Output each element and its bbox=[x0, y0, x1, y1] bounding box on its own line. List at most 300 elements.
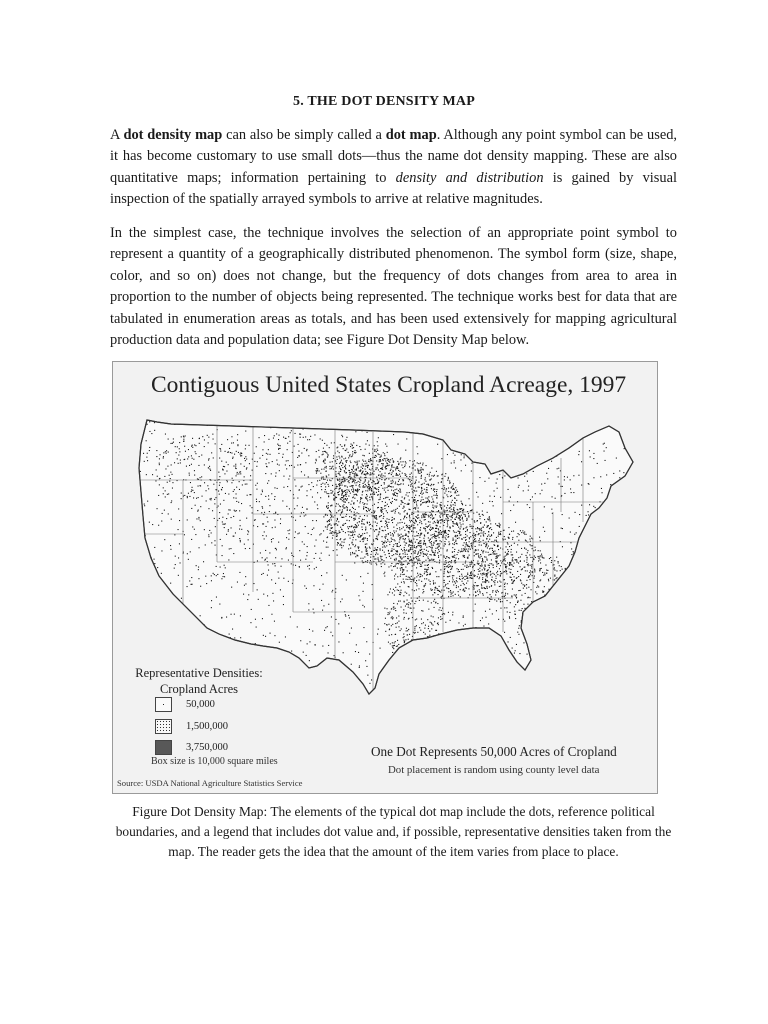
crop-dot bbox=[323, 584, 324, 585]
crop-dot bbox=[359, 518, 360, 519]
crop-dot bbox=[290, 669, 291, 670]
crop-dot bbox=[149, 447, 150, 448]
crop-dot bbox=[362, 560, 363, 561]
crop-dot bbox=[395, 623, 396, 624]
crop-dot bbox=[340, 506, 341, 507]
crop-dot bbox=[432, 505, 433, 506]
crop-dot bbox=[610, 484, 611, 485]
crop-dot bbox=[480, 573, 481, 574]
crop-dot bbox=[520, 574, 521, 575]
crop-dot bbox=[166, 656, 167, 657]
crop-dot bbox=[294, 467, 295, 468]
crop-dot bbox=[425, 569, 426, 570]
crop-dot bbox=[263, 653, 264, 654]
crop-dot bbox=[399, 586, 400, 587]
crop-dot bbox=[323, 541, 324, 542]
crop-dot bbox=[316, 540, 317, 541]
crop-dot bbox=[411, 581, 412, 582]
crop-dot bbox=[382, 685, 383, 686]
crop-dot bbox=[387, 486, 388, 487]
crop-dot bbox=[394, 493, 395, 494]
crop-dot bbox=[214, 503, 215, 504]
crop-dot bbox=[394, 642, 395, 643]
crop-dot bbox=[441, 507, 442, 508]
crop-dot bbox=[475, 535, 476, 536]
crop-dot bbox=[614, 492, 615, 493]
crop-dot bbox=[289, 508, 290, 509]
crop-dot bbox=[351, 628, 352, 629]
crop-dot bbox=[329, 521, 330, 522]
crop-dot bbox=[463, 545, 464, 546]
crop-dot bbox=[629, 600, 630, 601]
crop-dot bbox=[622, 672, 623, 673]
crop-dot bbox=[356, 485, 357, 486]
crop-dot bbox=[188, 456, 189, 457]
crop-dot bbox=[439, 562, 440, 563]
crop-dot bbox=[213, 484, 214, 485]
crop-dot bbox=[314, 501, 315, 502]
crop-dot bbox=[212, 510, 213, 511]
crop-dot bbox=[353, 532, 354, 533]
crop-dot bbox=[481, 556, 482, 557]
crop-dot bbox=[400, 556, 401, 557]
crop-dot bbox=[608, 625, 609, 626]
crop-dot bbox=[223, 649, 224, 650]
crop-dot bbox=[448, 530, 449, 531]
crop-dot bbox=[457, 421, 458, 422]
crop-dot bbox=[481, 561, 482, 562]
crop-dot bbox=[425, 544, 426, 545]
crop-dot bbox=[430, 554, 431, 555]
crop-dot bbox=[435, 522, 436, 523]
crop-dot bbox=[403, 637, 404, 638]
crop-dot bbox=[377, 450, 378, 451]
crop-dot bbox=[595, 666, 596, 667]
crop-dot bbox=[597, 608, 598, 609]
crop-dot bbox=[416, 535, 417, 536]
crop-dot bbox=[398, 534, 399, 535]
crop-dot bbox=[400, 476, 401, 477]
crop-dot bbox=[349, 476, 350, 477]
crop-dot bbox=[146, 474, 147, 475]
crop-dot bbox=[423, 632, 424, 633]
crop-dot bbox=[398, 490, 399, 491]
crop-dot bbox=[417, 510, 418, 511]
crop-dot bbox=[355, 489, 356, 490]
crop-dot bbox=[300, 434, 301, 435]
crop-dot bbox=[461, 551, 462, 552]
crop-dot bbox=[335, 484, 336, 485]
crop-dot bbox=[466, 542, 467, 543]
crop-dot bbox=[267, 466, 268, 467]
crop-dot bbox=[350, 454, 351, 455]
crop-dot bbox=[464, 542, 465, 543]
crop-dot bbox=[491, 585, 492, 586]
crop-dot bbox=[332, 485, 333, 486]
p1-text-1: A bbox=[110, 127, 124, 143]
crop-dot bbox=[578, 437, 579, 438]
crop-dot bbox=[345, 458, 346, 459]
crop-dot bbox=[356, 525, 357, 526]
crop-dot bbox=[359, 484, 360, 485]
crop-dot bbox=[477, 576, 478, 577]
crop-dot bbox=[446, 550, 447, 551]
crop-dot bbox=[593, 693, 594, 694]
crop-dot bbox=[407, 504, 408, 505]
crop-dot bbox=[140, 471, 141, 472]
crop-dot bbox=[491, 596, 492, 597]
crop-dot bbox=[365, 527, 366, 528]
crop-dot bbox=[440, 526, 441, 527]
crop-dot bbox=[425, 481, 426, 482]
crop-dot bbox=[430, 472, 431, 473]
crop-dot bbox=[447, 501, 448, 502]
crop-dot bbox=[426, 514, 427, 515]
crop-dot bbox=[337, 459, 338, 460]
crop-dot bbox=[315, 644, 316, 645]
crop-dot bbox=[464, 591, 465, 592]
crop-dot bbox=[317, 492, 318, 493]
crop-dot bbox=[415, 601, 416, 602]
crop-dot bbox=[339, 675, 340, 676]
crop-dot bbox=[460, 520, 461, 521]
crop-dot bbox=[416, 625, 417, 626]
crop-dot bbox=[530, 632, 531, 633]
crop-dot bbox=[328, 604, 329, 605]
crop-dot bbox=[381, 456, 382, 457]
crop-dot bbox=[596, 423, 597, 424]
crop-dot bbox=[179, 543, 180, 544]
crop-dot bbox=[390, 588, 391, 589]
crop-dot bbox=[199, 438, 200, 439]
crop-dot bbox=[400, 574, 401, 575]
crop-dot bbox=[385, 502, 386, 503]
crop-dot bbox=[273, 600, 274, 601]
crop-dot bbox=[392, 458, 393, 459]
crop-dot bbox=[255, 519, 256, 520]
crop-dot bbox=[285, 665, 286, 666]
crop-dot bbox=[458, 595, 459, 596]
crop-dot bbox=[384, 483, 385, 484]
crop-dot bbox=[406, 613, 407, 614]
crop-dot bbox=[357, 682, 358, 683]
crop-dot bbox=[425, 519, 426, 520]
crop-dot bbox=[456, 517, 457, 518]
crop-dot bbox=[453, 521, 454, 522]
crop-dot bbox=[571, 492, 572, 493]
crop-dot bbox=[446, 510, 447, 511]
crop-dot bbox=[268, 449, 269, 450]
crop-dot bbox=[562, 514, 563, 515]
crop-dot bbox=[386, 536, 387, 537]
crop-dot bbox=[423, 516, 424, 517]
crop-dot bbox=[198, 497, 199, 498]
crop-dot bbox=[292, 690, 293, 691]
crop-dot bbox=[393, 589, 394, 590]
crop-dot bbox=[472, 509, 473, 510]
crop-dot bbox=[454, 555, 455, 556]
crop-dot bbox=[471, 666, 472, 667]
crop-dot bbox=[278, 445, 279, 446]
crop-dot bbox=[416, 558, 417, 559]
crop-dot bbox=[493, 551, 494, 552]
crop-dot bbox=[612, 507, 613, 508]
crop-dot bbox=[531, 538, 532, 539]
crop-dot bbox=[344, 491, 345, 492]
crop-dot bbox=[429, 479, 430, 480]
crop-dot bbox=[301, 471, 302, 472]
crop-dot bbox=[319, 456, 320, 457]
crop-dot bbox=[487, 560, 488, 561]
crop-dot bbox=[204, 446, 205, 447]
crop-dot bbox=[450, 566, 451, 567]
crop-dot bbox=[349, 544, 350, 545]
crop-dot bbox=[614, 688, 615, 689]
crop-dot bbox=[468, 516, 469, 517]
crop-dot bbox=[497, 574, 498, 575]
crop-dot bbox=[498, 619, 499, 620]
crop-dot bbox=[452, 581, 453, 582]
crop-dot bbox=[444, 520, 445, 521]
crop-dot bbox=[419, 560, 420, 561]
crop-dot bbox=[512, 560, 513, 561]
crop-dot bbox=[270, 688, 271, 689]
crop-dot bbox=[607, 684, 608, 685]
crop-dot bbox=[364, 504, 365, 505]
crop-dot bbox=[423, 647, 424, 648]
crop-dot bbox=[384, 623, 385, 624]
crop-dot bbox=[264, 435, 265, 436]
crop-dot bbox=[362, 605, 363, 606]
crop-dot bbox=[178, 508, 179, 509]
crop-dot bbox=[388, 506, 389, 507]
crop-dot bbox=[346, 494, 347, 495]
crop-dot bbox=[382, 550, 383, 551]
crop-dot bbox=[300, 437, 301, 438]
crop-dot bbox=[463, 556, 464, 557]
crop-dot bbox=[555, 578, 556, 579]
crop-dot bbox=[402, 572, 403, 573]
crop-dot bbox=[504, 579, 505, 580]
crop-dot bbox=[353, 465, 354, 466]
crop-dot bbox=[360, 477, 361, 478]
crop-dot bbox=[382, 509, 383, 510]
crop-dot bbox=[480, 529, 481, 530]
crop-dot bbox=[384, 536, 385, 537]
crop-dot bbox=[466, 576, 467, 577]
crop-dot bbox=[149, 431, 150, 432]
crop-dot bbox=[506, 607, 507, 608]
crop-dot bbox=[406, 604, 407, 605]
crop-dot bbox=[168, 452, 169, 453]
crop-dot bbox=[448, 588, 449, 589]
crop-dot bbox=[367, 432, 368, 433]
crop-dot bbox=[283, 578, 284, 579]
crop-dot bbox=[459, 571, 460, 572]
crop-dot bbox=[397, 645, 398, 646]
crop-dot bbox=[335, 497, 336, 498]
crop-dot bbox=[545, 645, 546, 646]
crop-dot bbox=[213, 573, 214, 574]
crop-dot bbox=[401, 563, 402, 564]
crop-dot bbox=[445, 585, 446, 586]
crop-dot bbox=[351, 501, 352, 502]
crop-dot bbox=[259, 458, 260, 459]
crop-dot bbox=[240, 454, 241, 455]
crop-dot bbox=[498, 563, 499, 564]
crop-dot bbox=[380, 476, 381, 477]
crop-dot bbox=[430, 522, 431, 523]
crop-dot bbox=[444, 476, 445, 477]
crop-dot bbox=[360, 501, 361, 502]
crop-dot bbox=[399, 474, 400, 475]
crop-dot bbox=[227, 439, 228, 440]
crop-dot bbox=[431, 550, 432, 551]
crop-dot bbox=[416, 546, 417, 547]
crop-dot bbox=[312, 631, 313, 632]
crop-dot bbox=[363, 461, 364, 462]
crop-dot bbox=[509, 534, 510, 535]
crop-dot bbox=[460, 596, 461, 597]
crop-dot bbox=[192, 445, 193, 446]
crop-dot bbox=[353, 491, 354, 492]
crop-dot bbox=[319, 480, 320, 481]
crop-dot bbox=[344, 485, 345, 486]
crop-dot bbox=[536, 593, 537, 594]
crop-dot bbox=[394, 539, 395, 540]
crop-dot bbox=[321, 486, 322, 487]
crop-dot bbox=[387, 497, 388, 498]
crop-dot bbox=[435, 514, 436, 515]
crop-dot bbox=[149, 421, 150, 422]
crop-dot bbox=[428, 558, 429, 559]
crop-dot bbox=[534, 576, 535, 577]
crop-dot bbox=[534, 570, 535, 571]
crop-dot bbox=[338, 473, 339, 474]
crop-dot bbox=[388, 612, 389, 613]
crop-dot bbox=[351, 535, 352, 536]
crop-dot bbox=[360, 683, 361, 684]
crop-dot bbox=[451, 506, 452, 507]
crop-dot bbox=[320, 497, 321, 498]
crop-dot bbox=[324, 463, 325, 464]
crop-dot bbox=[240, 525, 241, 526]
crop-dot bbox=[446, 535, 447, 536]
crop-dot bbox=[423, 463, 424, 464]
crop-dot bbox=[364, 455, 365, 456]
crop-dot bbox=[504, 621, 505, 622]
crop-dot bbox=[395, 482, 396, 483]
crop-dot bbox=[337, 479, 338, 480]
crop-dot bbox=[377, 547, 378, 548]
crop-dot bbox=[581, 485, 582, 486]
crop-dot bbox=[422, 648, 423, 649]
crop-dot bbox=[370, 528, 371, 529]
crop-dot bbox=[256, 446, 257, 447]
crop-dot bbox=[213, 457, 214, 458]
crop-dot bbox=[507, 562, 508, 563]
crop-dot bbox=[522, 530, 523, 531]
crop-dot bbox=[417, 554, 418, 555]
crop-dot bbox=[305, 514, 306, 515]
crop-dot bbox=[180, 460, 181, 461]
crop-dot bbox=[504, 557, 505, 558]
crop-dot bbox=[316, 567, 317, 568]
crop-dot bbox=[465, 514, 466, 515]
crop-dot bbox=[479, 591, 480, 592]
crop-dot bbox=[184, 495, 185, 496]
crop-dot bbox=[453, 453, 454, 454]
crop-dot bbox=[231, 587, 232, 588]
crop-dot bbox=[496, 687, 497, 688]
crop-dot bbox=[501, 562, 502, 563]
crop-dot bbox=[165, 451, 166, 452]
crop-dot bbox=[425, 530, 426, 531]
crop-dot bbox=[208, 437, 209, 438]
crop-dot bbox=[479, 577, 480, 578]
crop-dot bbox=[249, 548, 250, 549]
crop-dot bbox=[435, 588, 436, 589]
crop-dot bbox=[398, 601, 399, 602]
crop-dot bbox=[236, 475, 237, 476]
crop-dot bbox=[479, 518, 480, 519]
crop-dot bbox=[416, 583, 417, 584]
crop-dot bbox=[257, 589, 258, 590]
crop-dot bbox=[238, 452, 239, 453]
crop-dot bbox=[237, 440, 238, 441]
crop-dot bbox=[466, 666, 467, 667]
crop-dot bbox=[165, 434, 166, 435]
crop-dot bbox=[581, 505, 582, 506]
crop-dot bbox=[339, 466, 340, 467]
crop-dot bbox=[570, 488, 571, 489]
crop-dot bbox=[420, 574, 421, 575]
crop-dot bbox=[308, 609, 309, 610]
crop-dot bbox=[376, 515, 377, 516]
crop-dot bbox=[455, 594, 456, 595]
crop-dot bbox=[489, 496, 490, 497]
crop-dot bbox=[445, 537, 446, 538]
crop-dot bbox=[408, 546, 409, 547]
crop-dot bbox=[504, 571, 505, 572]
crop-dot bbox=[405, 556, 406, 557]
crop-dot bbox=[484, 543, 485, 544]
crop-dot bbox=[386, 521, 387, 522]
crop-dot bbox=[190, 551, 191, 552]
crop-dot bbox=[369, 461, 370, 462]
crop-dot bbox=[297, 626, 298, 627]
crop-dot bbox=[510, 562, 511, 563]
crop-dot bbox=[354, 512, 355, 513]
crop-dot bbox=[445, 532, 446, 533]
crop-dot bbox=[475, 582, 476, 583]
crop-dot bbox=[485, 561, 486, 562]
crop-dot bbox=[437, 522, 438, 523]
crop-dot bbox=[276, 549, 277, 550]
crop-dot bbox=[388, 553, 389, 554]
crop-dot bbox=[418, 651, 419, 652]
crop-dot bbox=[605, 460, 606, 461]
crop-dot bbox=[230, 452, 231, 453]
crop-dot bbox=[254, 461, 255, 462]
crop-dot bbox=[343, 652, 344, 653]
crop-dot bbox=[411, 473, 412, 474]
crop-dot bbox=[572, 622, 573, 623]
crop-dot bbox=[376, 489, 377, 490]
crop-dot bbox=[389, 499, 390, 500]
crop-dot bbox=[437, 495, 438, 496]
crop-dot bbox=[438, 532, 439, 533]
